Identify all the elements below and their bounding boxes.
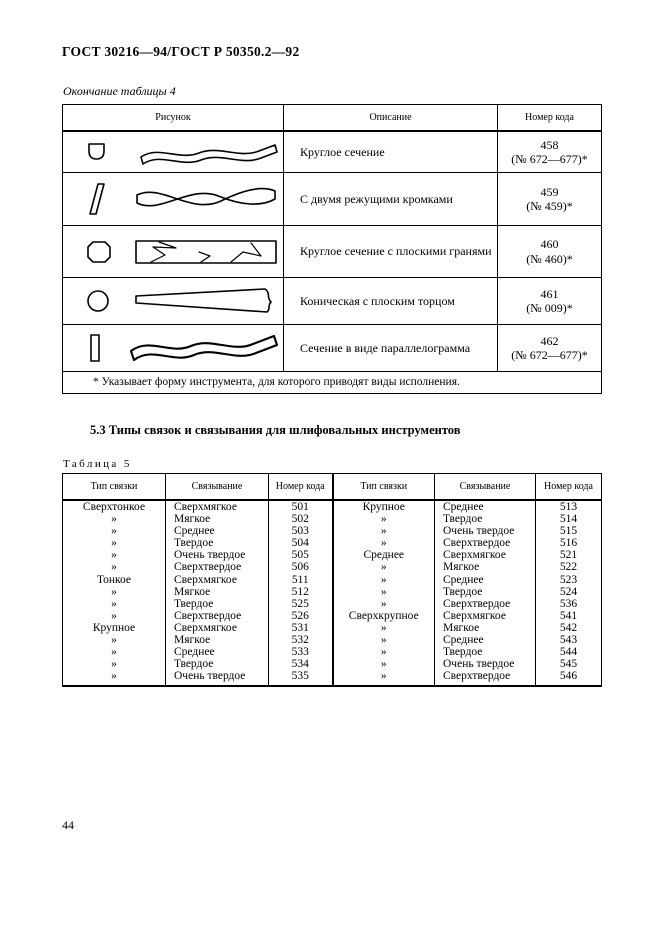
bonding-cell: Твердое	[435, 646, 536, 658]
table5-col-code-right: Номер кода	[536, 474, 602, 501]
code-cell: 516	[536, 537, 602, 549]
code-cell: 501	[269, 500, 333, 513]
bonding-cell: Среднее	[166, 646, 269, 658]
code-cell: 533	[269, 646, 333, 658]
bond-type-cell: »	[333, 658, 435, 670]
table5	[62, 473, 602, 687]
table4-col-code: Номер кода	[498, 105, 602, 132]
table5-row	[63, 670, 602, 686]
bond-type-cell: »	[333, 561, 435, 573]
code-cell: 525	[269, 598, 333, 610]
bond-type-cell: »	[333, 513, 435, 525]
code-cell: 543	[536, 634, 602, 646]
table5-row	[63, 634, 602, 646]
bonding-cell: Твердое	[435, 513, 536, 525]
table5-col-code-left: Номер кода	[269, 474, 333, 501]
code-note: (№ 460)*	[526, 251, 573, 266]
table4-col-figure: Рисунок	[63, 105, 284, 132]
table5-row	[63, 549, 602, 561]
bond-type-cell: »	[63, 658, 166, 670]
bond-type-cell: »	[333, 634, 435, 646]
code-cell: 545	[536, 658, 602, 670]
bond-type-cell: »	[333, 622, 435, 634]
table5-row	[63, 574, 602, 586]
table5-row	[63, 500, 602, 513]
code-cell: 504	[269, 537, 333, 549]
code-number: 462	[540, 333, 559, 348]
bonding-cell: Среднее	[435, 574, 536, 586]
figure-parallelogram-section-wavy-band-icon	[81, 329, 281, 367]
bonding-cell: Сверхтвердое	[435, 670, 536, 686]
bonding-cell: Очень твердое	[435, 658, 536, 670]
bond-type-cell: »	[63, 634, 166, 646]
code-cell: 544	[536, 646, 602, 658]
bond-type-cell: »	[63, 513, 166, 525]
bonding-cell: Очень твердое	[166, 549, 269, 561]
code-number-cell	[498, 173, 602, 226]
section-heading: 5.3 Типы связок и связывания для шлифовальных инструментов	[90, 423, 461, 437]
table4-row	[63, 278, 602, 325]
bonding-cell: Очень твердое	[435, 525, 536, 537]
table5-caption: Таблица 5	[63, 458, 132, 470]
bond-type-cell: Крупное	[333, 500, 435, 513]
bonding-cell: Сверхтвердое	[435, 598, 536, 610]
bonding-cell: Среднее	[435, 500, 536, 513]
table4-row	[63, 173, 602, 226]
table5-row	[63, 622, 602, 634]
table4-row	[63, 325, 602, 372]
code-note: (№ 672—677)*	[511, 348, 588, 362]
table5-row	[63, 537, 602, 549]
bonding-cell: Мягкое	[435, 561, 536, 573]
bond-type-cell: Тонкое	[63, 574, 166, 586]
table5-row	[63, 525, 602, 537]
bond-type-cell: Среднее	[333, 549, 435, 561]
code-number: 460	[540, 237, 559, 252]
bond-type-cell: »	[63, 598, 166, 610]
code-cell: 542	[536, 622, 602, 634]
code-cell: 506	[269, 561, 333, 573]
code-cell: 513	[536, 500, 602, 513]
table5-row	[63, 646, 602, 658]
table4-footnote-row	[63, 372, 602, 394]
bond-type-cell: »	[63, 549, 166, 561]
code-cell: 521	[536, 549, 602, 561]
bond-type-cell: »	[63, 610, 166, 622]
code-cell: 524	[536, 586, 602, 598]
bonding-cell: Твердое	[166, 598, 269, 610]
code-cell: 502	[269, 513, 333, 525]
code-number-cell	[498, 278, 602, 325]
code-cell: 532	[269, 634, 333, 646]
bonding-cell: Сверхмягкое	[166, 574, 269, 586]
code-cell: 546	[536, 670, 602, 686]
table5-col-bond-type-left: Тип связки	[63, 474, 166, 501]
code-cell: 523	[536, 574, 602, 586]
page-number: 44	[62, 818, 74, 832]
code-cell: 526	[269, 610, 333, 622]
bond-type-cell: »	[333, 598, 435, 610]
bonding-cell: Мягкое	[435, 622, 536, 634]
bonding-cell: Сверхтвердое	[166, 610, 269, 622]
bonding-cell: Очень твердое	[166, 670, 269, 686]
table4-footnote: * Указывает форму инструмента, для которого приводят виды исполнения.	[63, 372, 602, 394]
table5-row	[63, 598, 602, 610]
bond-type-cell: »	[63, 670, 166, 686]
code-cell: 503	[269, 525, 333, 537]
bond-type-cell: »	[333, 670, 435, 686]
bond-type-cell: »	[333, 646, 435, 658]
figure-description: Круглое сечение с плоскими гранями	[284, 226, 498, 278]
code-note: (№ 009)*	[526, 301, 573, 315]
table5-col-bonding-right: Связывание	[435, 474, 536, 501]
code-note: (№ 672—677)*	[511, 152, 588, 166]
bonding-cell: Мягкое	[166, 586, 269, 598]
bond-type-cell: »	[63, 561, 166, 573]
bonding-cell: Сверхтвердое	[435, 537, 536, 549]
bond-type-cell: Сверхкрупное	[333, 610, 435, 622]
code-cell: 536	[536, 598, 602, 610]
code-cell: 514	[536, 513, 602, 525]
table5-col-bonding-left: Связывание	[166, 474, 269, 501]
code-note: (№ 459)*	[526, 199, 573, 213]
bonding-cell: Твердое	[435, 586, 536, 598]
table5-row	[63, 513, 602, 525]
figure-round-section-wavy-band-icon	[81, 136, 281, 168]
table4-header-row	[63, 105, 602, 132]
code-number: 458	[540, 137, 559, 152]
bonding-cell: Сверхмягкое	[166, 622, 269, 634]
bonding-cell: Твердое	[166, 537, 269, 549]
bond-type-cell: »	[333, 574, 435, 586]
table4-row	[63, 226, 602, 278]
table4-row	[63, 131, 602, 173]
code-cell: 531	[269, 622, 333, 634]
code-cell: 522	[536, 561, 602, 573]
table5-header-row	[63, 474, 602, 501]
figure-round-section-flat-faces-icon	[81, 233, 281, 271]
bonding-cell: Мягкое	[166, 513, 269, 525]
code-cell: 535	[269, 670, 333, 686]
code-cell: 505	[269, 549, 333, 561]
code-cell: 511	[269, 574, 333, 586]
code-number-cell	[498, 131, 602, 173]
bonding-cell: Сверхмягкое	[435, 610, 536, 622]
bonding-cell: Твердое	[166, 658, 269, 670]
bond-type-cell: »	[63, 525, 166, 537]
bond-type-cell: »	[63, 537, 166, 549]
figure-description: С двумя режущими кромками	[284, 173, 498, 226]
code-number: 459	[540, 184, 559, 199]
figure-description: Сечение в виде параллелограмма	[284, 325, 498, 372]
bond-type-cell: »	[333, 525, 435, 537]
table5-row	[63, 658, 602, 670]
table5-row	[63, 610, 602, 622]
table4	[62, 104, 602, 394]
figure-parallelogram-twisted-band-icon	[81, 179, 281, 219]
bond-type-cell: Крупное	[63, 622, 166, 634]
code-cell: 512	[269, 586, 333, 598]
table5-col-bond-type-right: Тип связки	[333, 474, 435, 501]
code-number-cell	[498, 226, 602, 278]
bond-type-cell: »	[333, 586, 435, 598]
bonding-cell: Сверхмягкое	[435, 549, 536, 561]
bond-type-cell: Сверхтонкое	[63, 500, 166, 513]
table4-caption: Окончание таблицы 4	[63, 84, 176, 98]
bonding-cell: Среднее	[166, 525, 269, 537]
code-cell: 534	[269, 658, 333, 670]
bonding-cell: Среднее	[435, 634, 536, 646]
bonding-cell: Сверхмягкое	[166, 500, 269, 513]
table4-col-description: Описание	[284, 105, 498, 132]
figure-description: Коническая с плоским торцом	[284, 278, 498, 325]
table5-row	[63, 586, 602, 598]
bond-type-cell: »	[333, 537, 435, 549]
document-title: ГОСТ 30216—94/ГОСТ Р 50350.2—92	[62, 44, 300, 59]
figure-conical-flat-end-icon	[81, 284, 281, 318]
figure-description: Круглое сечение	[284, 131, 498, 173]
bond-type-cell: »	[63, 586, 166, 598]
code-number: 461	[540, 286, 559, 301]
code-cell: 515	[536, 525, 602, 537]
bonding-cell: Сверхтвердое	[166, 561, 269, 573]
bonding-cell: Мягкое	[166, 634, 269, 646]
code-cell: 541	[536, 610, 602, 622]
table5-row	[63, 561, 602, 573]
bond-type-cell: »	[63, 646, 166, 658]
table5-body	[63, 500, 602, 686]
code-number-cell	[498, 325, 602, 372]
